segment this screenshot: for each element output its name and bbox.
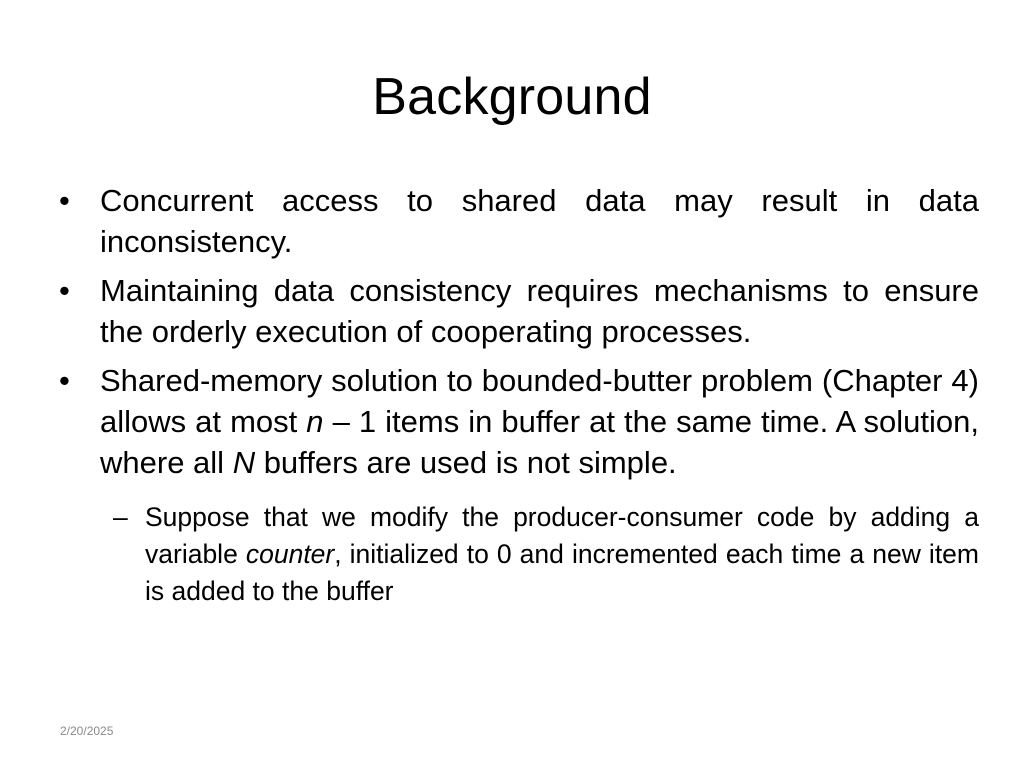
bullet-item: [56, 270, 979, 352]
slide-content: [56, 180, 979, 610]
bullet-text-segment: – 1 items in buffer at the same time. A solution, where all: [100, 404, 979, 480]
bullet-text-segment: buffers are used is not simple.: [255, 445, 677, 480]
sub-bullet-text-segment: , initialized to 0 and incremented each time a new item is added to the buffer: [145, 539, 979, 606]
slide-title: Background: [372, 68, 652, 126]
italic-variable-counter: counter: [245, 539, 335, 569]
sub-bullet-marker: –: [113, 502, 128, 532]
sub-bullet-item: [56, 499, 979, 610]
bullet-item: [56, 180, 979, 262]
bullet-marker: •: [59, 363, 70, 398]
bullet-text-segment: Shared-memory solution to bounded-butter problem (Chapter 4) allows at most: [100, 363, 979, 439]
bullet-text: Concurrent access to shared data may result in data inconsistency.: [100, 183, 979, 259]
sub-bullet-text-segment: Suppose that we modify the producer-consumer code by adding a variable: [145, 502, 979, 569]
italic-variable-N: N: [232, 445, 256, 480]
bullet-item: [56, 360, 979, 483]
bullet-text: Maintaining data consistency requires mechanisms to ensure the orderly execution of cooperating processes.: [100, 273, 979, 349]
footer-date: 2/20/2025: [60, 724, 114, 738]
bullet-marker: •: [59, 183, 70, 218]
italic-variable-n: n: [306, 404, 324, 439]
bullet-marker: •: [59, 273, 70, 308]
